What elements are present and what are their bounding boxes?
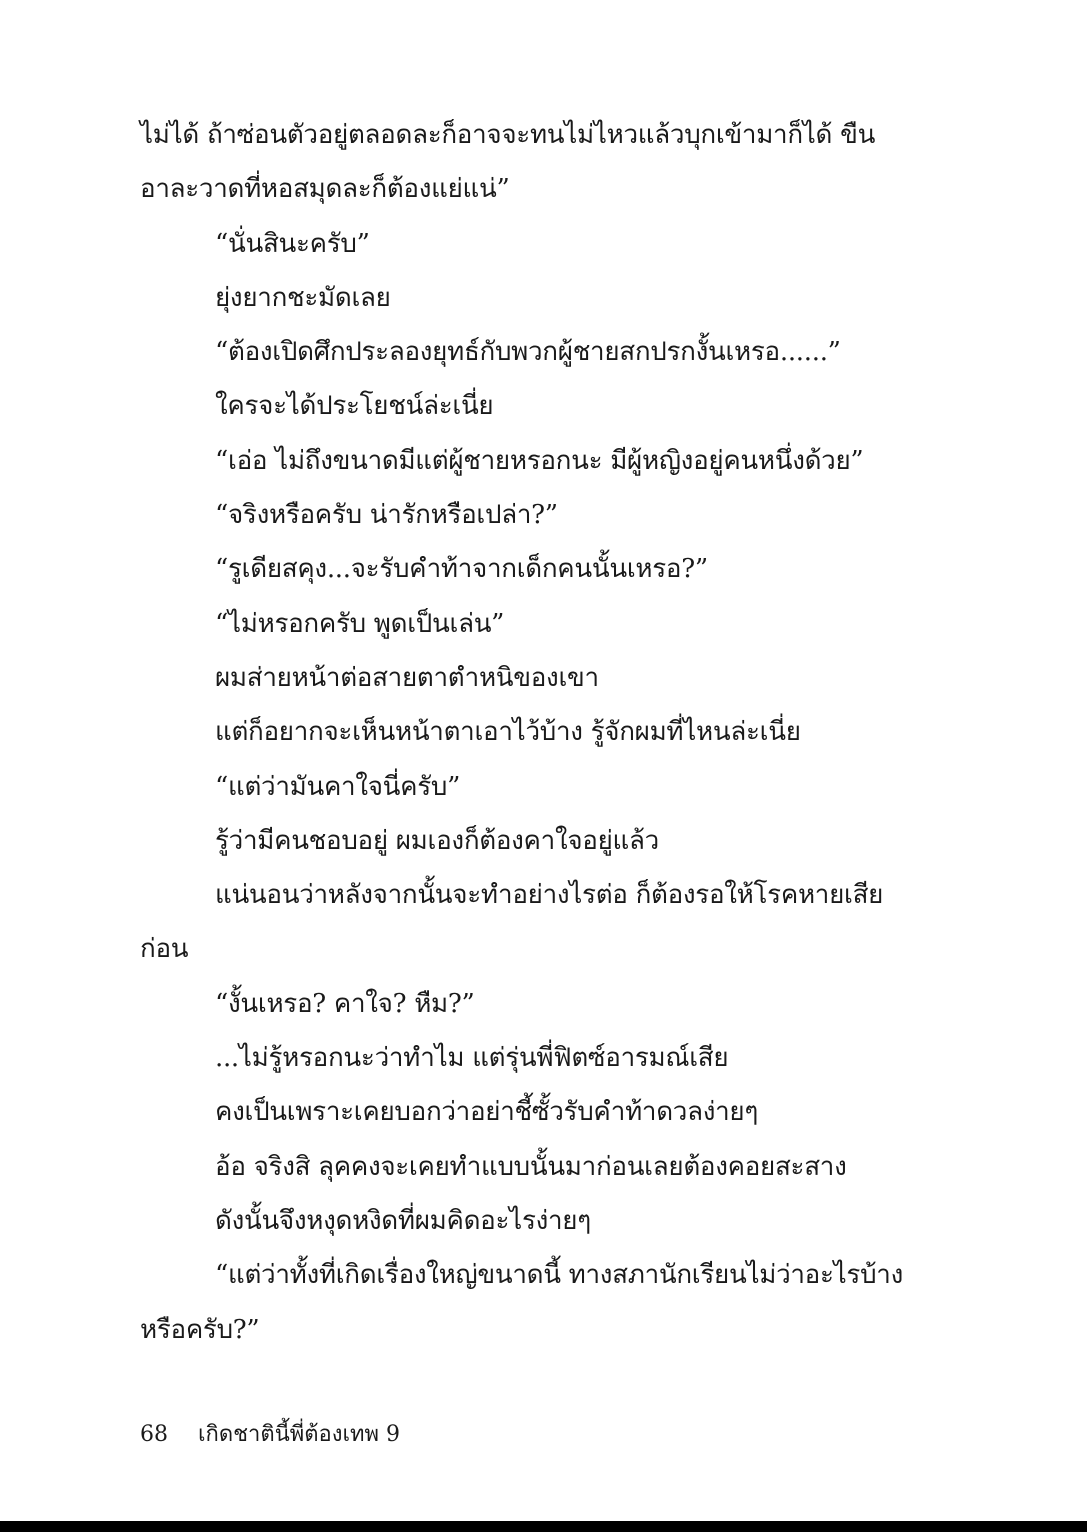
- bottom-border: [0, 1521, 1087, 1532]
- page-number: 68: [140, 1422, 168, 1447]
- text-line: “นั่นสินะครับ”: [215, 228, 370, 259]
- text-line: “แต่ว่าทั้งที่เกิดเรื่องใหญ่ขนาดนี้ ทางสภานักเรียนไม่ว่าอะไรบ้าง: [215, 1260, 903, 1291]
- text-line: ใครจะได้ประโยชน์ล่ะเนี่ย: [215, 391, 494, 422]
- text-line: “แต่ว่ามันคาใจนี่ครับ”: [215, 771, 461, 802]
- text-line: ยุ่งยากชะมัดเลย: [215, 282, 391, 313]
- text-line: “จริงหรือครับ น่ารักหรือเปล่า?”: [215, 500, 558, 531]
- text-line: แน่นอนว่าหลังจากนั้นจะทำอย่างไรต่อ ก็ต้องรอให้โรคหายเสีย: [215, 880, 884, 911]
- book-title: เกิดชาตินี้พี่ต้องเทพ 9: [198, 1422, 400, 1447]
- text-line: คงเป็นเพราะเคยบอกว่าอย่าชี้ซั้วรับคำท้าดวลง่ายๆ: [215, 1097, 759, 1128]
- text-line: “ไม่หรอกครับ พูดเป็นเล่น”: [215, 608, 505, 639]
- text-line: ก่อน: [140, 934, 189, 965]
- text-line: “รูเดียสคุง...จะรับคำท้าจากเด็กคนนั้นเหรอ?”: [215, 554, 708, 585]
- text-line: ดังนั้นจึงหงุดหงิดที่ผมคิดอะไรง่ายๆ: [215, 1205, 591, 1236]
- text-line: อาละวาดที่หอสมุดละก็ต้องแย่แน่”: [140, 174, 510, 205]
- text-line: “ต้องเปิดศึกประลองยุทธ์กับพวกผู้ชายสกปรกงั้นเหรอ......”: [215, 337, 841, 368]
- text-line: ไม่ได้ ถ้าซ่อนตัวอยู่ตลอดละก็อาจจะทนไม่ไหวแล้วบุกเข้ามาก็ได้ ขืน: [140, 120, 876, 150]
- page-footer: [140, 1418, 400, 1452]
- text-line: ผมส่ายหน้าต่อสายตาตำหนิของเขา: [215, 662, 599, 693]
- body-text: [140, 108, 903, 1357]
- text-line: ...ไม่รู้หรอกนะว่าทำไม แต่รุ่นพี่ฟิตซ์อารมณ์เสีย: [215, 1043, 729, 1074]
- text-line: แต่ก็อยากจะเห็นหน้าตาเอาไว้บ้าง รู้จักผมที่ไหนล่ะเนี่ย: [215, 717, 801, 748]
- text-line: “เอ่อ ไม่ถึงขนาดมีแต่ผู้ชายหรอกนะ มีผู้หญิงอยู่คนหนึ่งด้วย”: [215, 445, 864, 476]
- text-line: “งั้นเหรอ? คาใจ? หืม?”: [215, 988, 475, 1019]
- text-line: รู้ว่ามีคนชอบอยู่ ผมเองก็ต้องคาใจอยู่แล้ว: [215, 825, 659, 856]
- text-line: อ้อ จริงสิ ลุคคงจะเคยทำแบบนั้นมาก่อนเลยต้องคอยสะสาง: [215, 1151, 847, 1182]
- text-line: หรือครับ?”: [140, 1314, 260, 1345]
